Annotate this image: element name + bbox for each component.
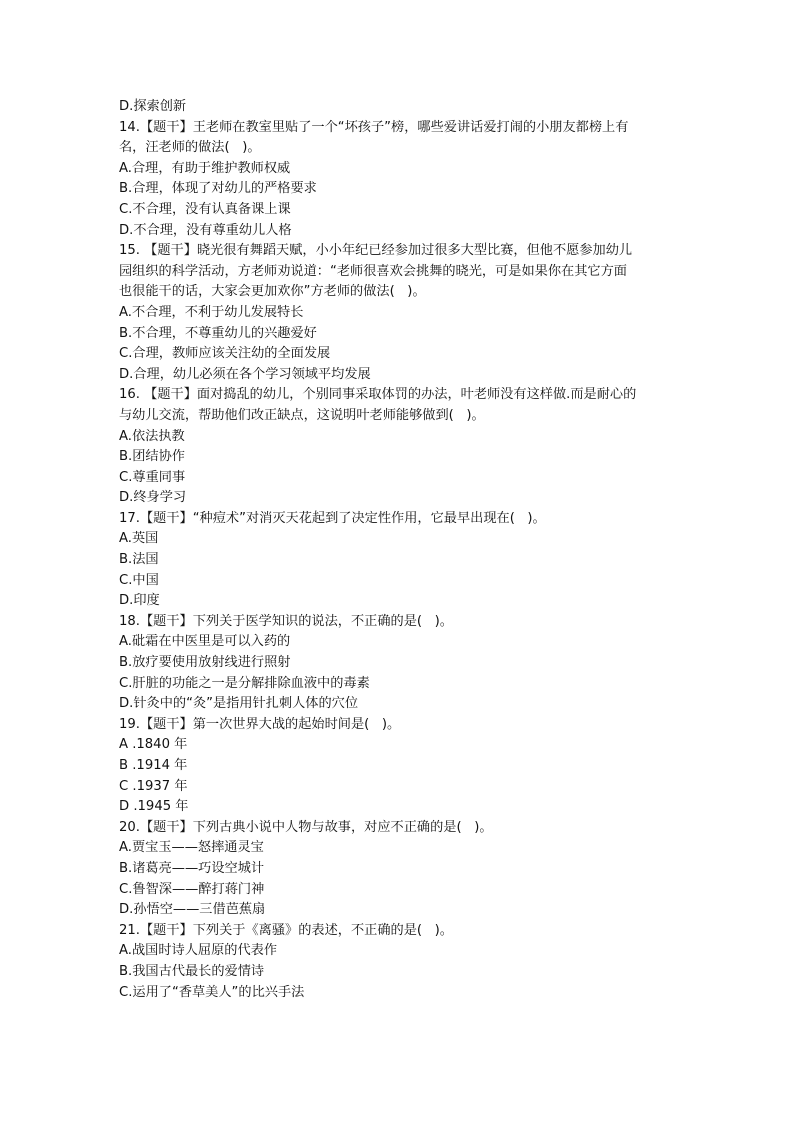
question-17 (119, 509, 679, 612)
option-d: D.不合理，没有尊重幼儿人格 (119, 222, 292, 238)
option-a: A.贾宝玉——怒摔通灵宝 (119, 840, 264, 856)
question-14 (119, 118, 679, 242)
option-d: D .1945 年 (119, 799, 189, 815)
question-stem: 21.【题干】下列关于《离骚》的表述，不正确的是( )。 (119, 922, 453, 938)
question-19 (119, 715, 679, 818)
option-c: C.中国 (119, 572, 159, 588)
option-d: D.印度 (119, 593, 160, 609)
question-stem: 18.【题干】下列关于医学知识的说法，不正确的是( )。 (119, 613, 453, 629)
question-stem: 14.【题干】王老师在教室里贴了一个“坏孩子”榜，哪些爱讲话爱打闹的小朋友都榜上有 (119, 119, 629, 135)
question-stem: 19.【题干】第一次世界大战的起始时间是( )。 (119, 716, 401, 732)
option-b: B.团结协作 (119, 449, 185, 465)
option-b: B.法国 (119, 552, 159, 568)
option-b: B.诸葛亮——巧设空城计 (119, 860, 265, 876)
option-c: C.不合理，没有认真备课上课 (119, 201, 291, 217)
question-stem: 名，汪老师的做法( )。 (119, 140, 261, 156)
option-d: D.孙悟空——三借芭蕉扇 (119, 902, 266, 918)
option-a: A.砒霜在中医里是可以入药的 (119, 634, 291, 650)
option-c: C .1937 年 (119, 778, 188, 794)
option-c: C.运用了“香草美人”的比兴手法 (119, 984, 305, 1000)
option-c: C.鲁智深——醉打蒋门神 (119, 881, 265, 897)
option-text: D.探索创新 (119, 99, 187, 114)
option-a: A.战国时诗人屈原的代表作 (119, 943, 278, 959)
option-a: A .1840 年 (119, 737, 188, 753)
option-d: D.针灸中的“灸”是指用针扎刺人体的穴位 (119, 696, 359, 712)
option-b: B.我国古代最长的爱情诗 (119, 963, 265, 979)
question-21 (119, 921, 679, 1003)
question-stem: 与幼儿交流，帮助他们改正缺点，这说明叶老师能够做到( )。 (119, 407, 485, 423)
option-c: C.肝脏的功能之一是分解排除血液中的毒素 (119, 675, 370, 691)
option-b: B.放疗要使用放射线进行照射 (119, 655, 291, 671)
question-18 (119, 612, 679, 715)
question-stem: 20.【题干】下列古典小说中人物与故事，对应不正确的是( )。 (119, 819, 493, 835)
option-b: B.合理，体现了对幼儿的严格要求 (119, 181, 317, 197)
option-c: C.合理，教师应该关注幼的全面发展 (119, 346, 331, 362)
option-b: B.不合理，不尊重幼儿的兴趣爱好 (119, 325, 317, 341)
option-c: C.尊重同事 (119, 469, 186, 485)
question-stem: 也很能干的话，大家会更加欢你”方老师的做法( )。 (119, 284, 426, 300)
question-16 (119, 385, 679, 509)
question-stem: 15. 【题干】晓光很有舞蹈天赋，小小年纪已经参加过很多大型比赛，但他不愿参加幼儿 (119, 243, 633, 259)
document-page (119, 97, 679, 1003)
option-a: A.依法执教 (119, 428, 185, 444)
option-a: A.不合理，不利于幼儿发展特长 (119, 304, 304, 320)
option-a: A.合理，有助于维护教师权威 (119, 160, 291, 176)
question-stem: 16. 【题干】面对捣乱的幼儿，个别同事采取体罚的办法，叶老师没有这样做.而是耐心的 (119, 387, 637, 403)
option-a: A.英国 (119, 531, 159, 547)
question-20 (119, 818, 679, 921)
option-b: B .1914 年 (119, 758, 188, 773)
question-15 (119, 241, 679, 385)
option-d: D.合理，幼儿必须在各个学习领域平均发展 (119, 366, 371, 382)
option-d: D.终身学习 (119, 490, 187, 506)
question-stem: 17.【题干】“种痘术”对消灭天花起到了决定性作用，它最早出现在( )。 (119, 510, 546, 526)
question-stem: 园组织的科学活动，方老师劝说道：“老师很喜欢会挑舞的晓光，可是如果你在其它方面 (119, 263, 627, 279)
